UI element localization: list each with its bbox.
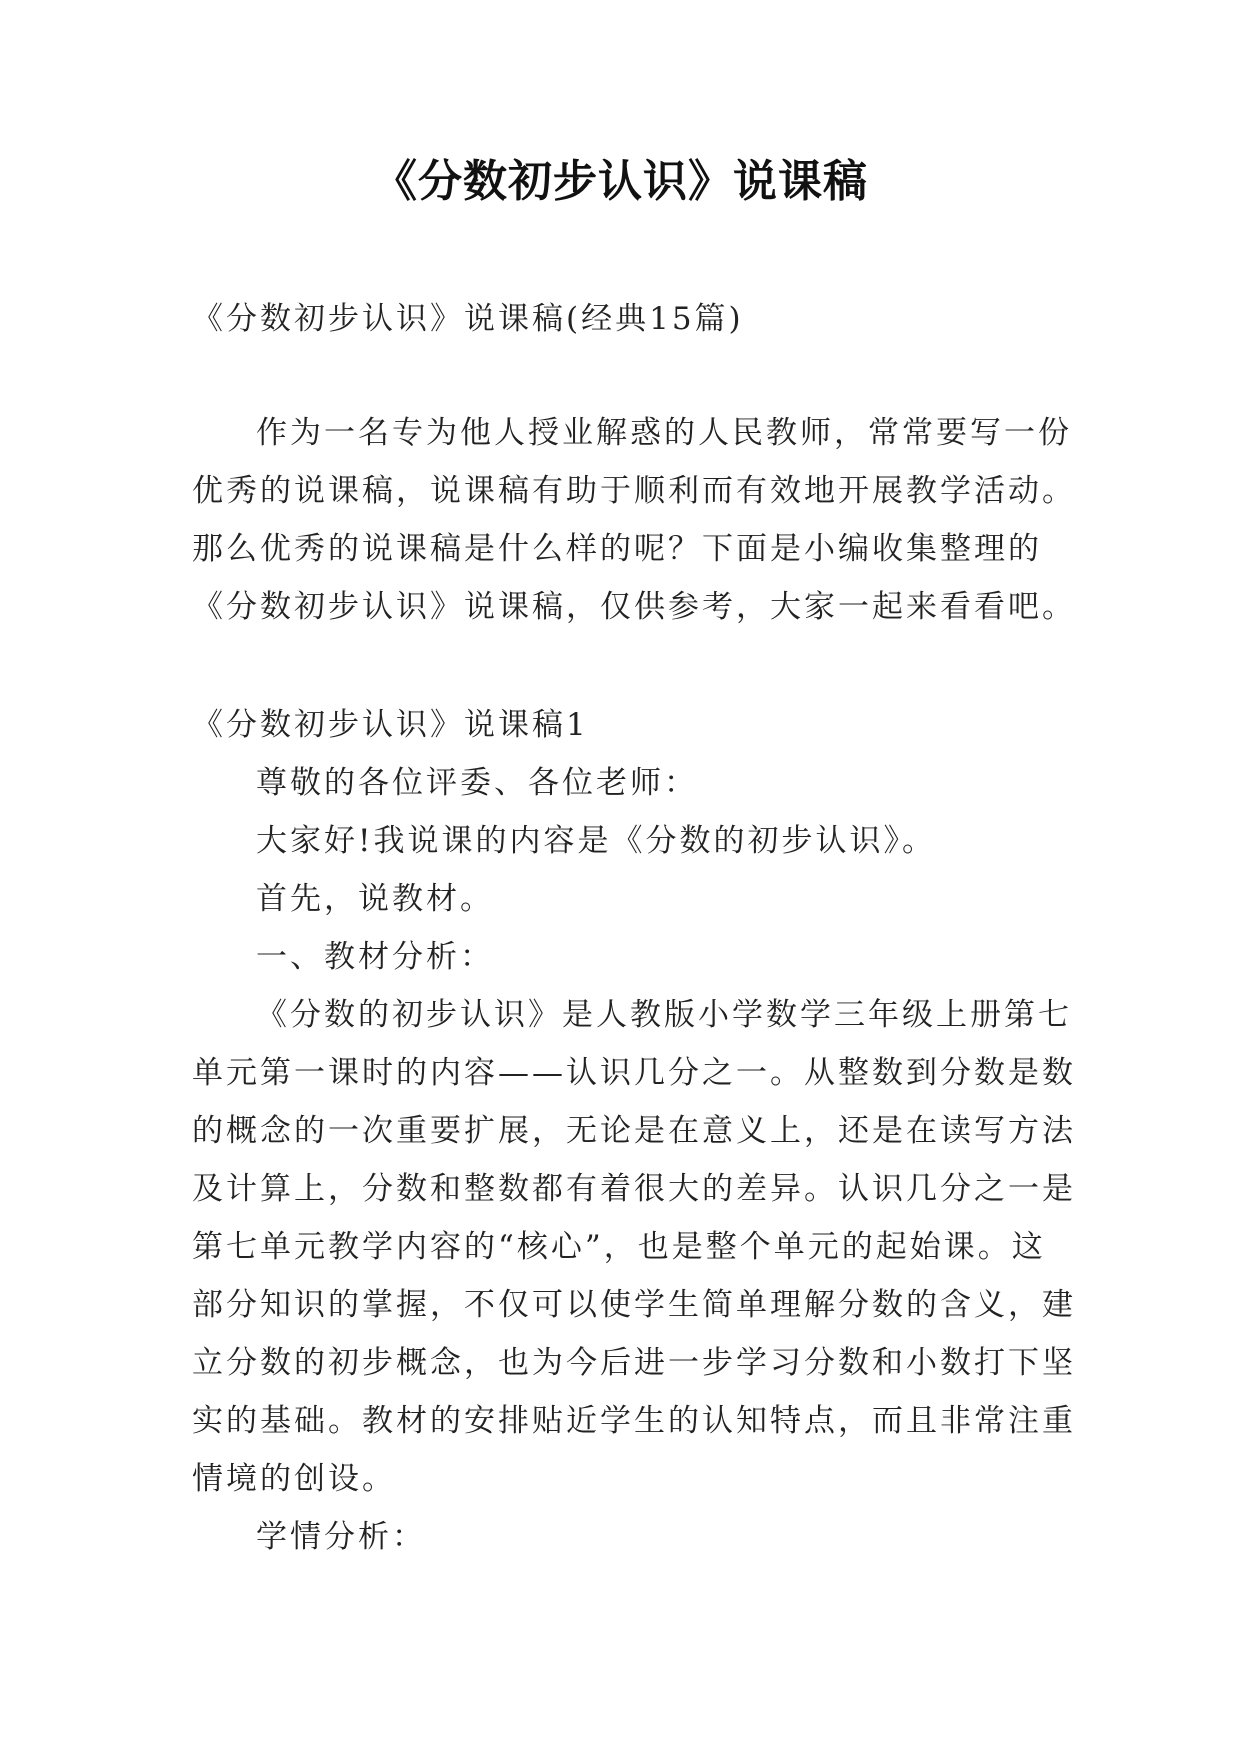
analysis-line: 情境的创设。 (192, 1461, 396, 1497)
intro-line: 作为一名专为他人授业解惑的人民教师，常常要写一份 (256, 415, 1072, 451)
section-body (192, 754, 1076, 1566)
greeting-line: 尊敬的各位评委、各位老师： (256, 765, 698, 801)
analysis-line: 的概念的一次重要扩展，无论是在意义上，还是在读写方法 (192, 1113, 1076, 1149)
student-analysis-heading: 学情分析： (256, 1519, 426, 1555)
analysis-heading: 一、教材分析： (256, 939, 494, 975)
analysis-line: 单元第一课时的内容——认识几分之一。从整数到分数是数 (192, 1055, 1076, 1091)
analysis-line: 部分知识的掌握，不仅可以使学生简单理解分数的含义，建 (192, 1287, 1076, 1323)
analysis-line: 立分数的初步概念，也为今后进一步学习分数和小数打下坚 (192, 1345, 1076, 1381)
intro-paragraph (192, 404, 1076, 636)
section-heading-text: 《分数初步认识》说课稿1 (192, 707, 589, 743)
hello-line: 大家好!我说课的内容是《分数的初步认识》。 (256, 823, 936, 859)
analysis-line: 实的基础。教材的安排贴近学生的认知特点，而且非常注重 (192, 1403, 1076, 1439)
analysis-line: 及计算上，分数和整数都有着很大的差异。认识几分之一是 (192, 1171, 1076, 1207)
document-subtitle (192, 290, 1072, 348)
analysis-line: 《分数的初步认识》是人教版小学数学三年级上册第七 (256, 997, 1072, 1033)
intro-line: 优秀的说课稿，说课稿有助于顺利而有效地开展教学活动。 (192, 473, 1076, 509)
section-heading (192, 696, 1072, 754)
first-line: 首先，说教材。 (256, 881, 494, 917)
intro-line: 《分数初步认识》说课稿，仅供参考，大家一起来看看吧。 (192, 589, 1076, 625)
intro-line: 那么优秀的说课稿是什么样的呢？下面是小编收集整理的 (192, 531, 1042, 567)
document-title: 《分数初步认识》说课稿 (373, 156, 868, 207)
subtitle-line: 《分数初步认识》说课稿(经典15篇) (192, 301, 744, 337)
analysis-line: 第七单元教学内容的“核心”，也是整个单元的起始课。这 (192, 1229, 1046, 1265)
